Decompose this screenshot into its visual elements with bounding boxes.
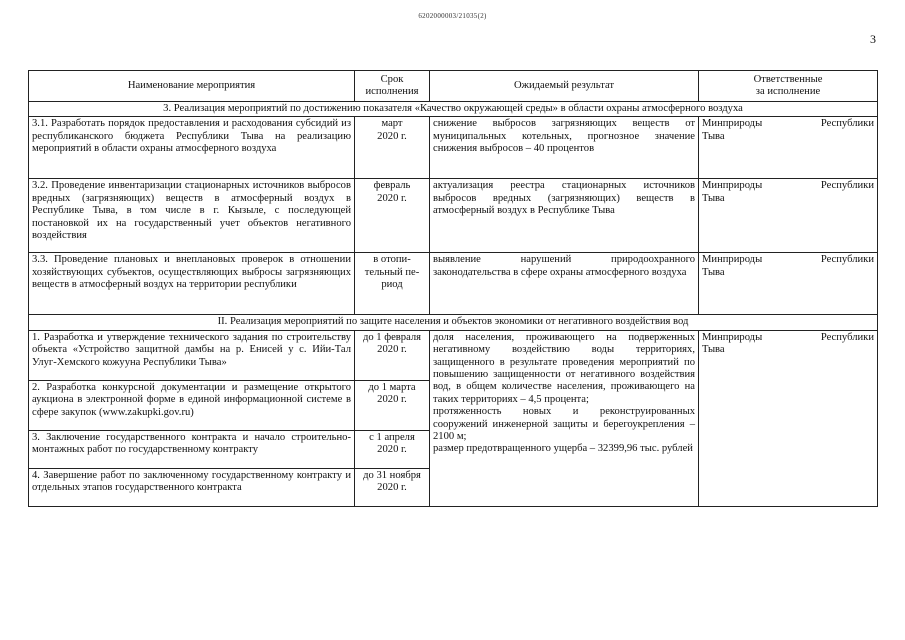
row-term — [355, 430, 430, 468]
row-term-line: до 31 ноября — [363, 469, 421, 481]
resp-tyva: Тыва — [702, 266, 725, 278]
row-term — [355, 330, 430, 380]
row-term-line: до 1 февраля — [362, 331, 422, 343]
section-row-3 — [29, 102, 878, 117]
row-term-line: март — [381, 118, 403, 130]
result-population-share: доля населения, проживающего на подверженных негативному воздействию воды территориях, защищенного в результате проведения мероприятий по повышению защищенности от негативного воздействия вод, в общем количестве населения, проживающего на таких территориях – 4,5 процента; — [433, 331, 695, 405]
row-name: 2. Разработка конкурсной документации и размещение открытого аукциона в электронной форме в единой информационной системе в сфере закупок (www.zakupki.gov.ru) — [29, 380, 355, 430]
row-result: актуализация реестра стационарных источников выбросов вредных (загрязняющих) веществ в атмосферный воздух в Республике Тыва — [430, 179, 699, 253]
plan-table — [28, 70, 878, 507]
table-header-row — [29, 71, 878, 102]
row-term-line: 2020 г. — [377, 482, 407, 494]
row-name: 1. Разработка и утверждение технического задания по строительству объекта «Устройство защитной дамбы на р. Енисей у с. Ийи-Тал Улуг-Хемского кожууна Республики Тыва» — [29, 330, 355, 380]
resp-ministry: Минприроды — [702, 180, 763, 192]
row-term-line: в отопи- — [373, 254, 411, 266]
row-term-line: февраль — [373, 180, 411, 192]
table-row — [29, 253, 878, 315]
section-title-2: II. Реализация мероприятий по защите населения и объектов экономики от негативного воздействия вод — [29, 315, 878, 330]
row-term-line: с 1 апреля — [369, 431, 415, 443]
section2-result — [430, 330, 699, 506]
resp-ministry: Минприроды — [702, 118, 763, 130]
page-number: 3 — [870, 32, 876, 46]
section-title-3: 3. Реализация мероприятий по достижению показателя «Качество окружающей среды» в области охраны атмосферного воздуха — [29, 102, 878, 117]
header-responsible — [699, 71, 878, 102]
row-term — [355, 253, 430, 315]
table-row — [29, 117, 878, 179]
row-term — [355, 179, 430, 253]
row-term-line: 2020 г. — [377, 344, 407, 356]
resp-tyva: Тыва — [702, 192, 725, 204]
document-code: 6202000003/21035(2) — [418, 12, 487, 20]
resp-tyva: Тыва — [702, 130, 725, 142]
header-result: Ожидаемый результат — [430, 71, 699, 102]
table-row — [29, 179, 878, 253]
row-term — [355, 468, 430, 506]
row-term-line: тельный пе- — [364, 266, 420, 278]
row-name: 3. Заключение государственного контракта и начало строительно-монтажных работ по государственному контракту — [29, 430, 355, 468]
row-result: выявление нарушений природоохранного законодательства в сфере охраны атмосферного воздуха — [430, 253, 699, 315]
table-row — [29, 330, 878, 380]
section-row-2 — [29, 315, 878, 330]
row-name: 3.3. Проведение плановых и внеплановых проверок в отношении хозяйствующих субъектов, осуществляющих выбросы загрязняющих веществ в атмосферный воздух на территории республики — [29, 253, 355, 315]
row-term-line: 2020 г. — [377, 394, 407, 406]
section2-responsible — [699, 330, 878, 506]
resp-ministry: Минприроды — [702, 331, 763, 343]
row-term-line: 2020 г. — [377, 130, 407, 142]
row-term — [355, 117, 430, 179]
row-responsible — [699, 179, 878, 253]
resp-tyva: Тыва — [702, 344, 725, 356]
resp-republic: Республики — [820, 254, 874, 266]
row-term-line: 2020 г. — [377, 192, 407, 204]
header-name: Наименование мероприятия — [29, 71, 355, 102]
resp-republic: Республики — [820, 180, 874, 192]
result-prevented-damage: размер предотвращенного ущерба – 32399,96 тыс. рублей — [433, 443, 693, 455]
row-responsible — [699, 253, 878, 315]
row-term — [355, 380, 430, 430]
resp-republic: Республики — [820, 331, 874, 343]
header-term-line1: Срок — [380, 73, 404, 85]
row-result: снижение выбросов загрязняющих веществ от муниципальных котельных, прогнозное значение снижения выбросов – 40 процентов — [430, 117, 699, 179]
row-term-line: риод — [381, 279, 403, 291]
header-term-line2: исполнения — [365, 86, 419, 97]
row-term-line: до 1 марта — [368, 381, 416, 393]
row-name: 3.1. Разработать порядок предоставления и расходования субсидий из республиканского бюджета Республики Тыва на реализацию мероприятий в области охраны атмосферного воздуха — [29, 117, 355, 179]
result-structures-length: протяженность новых и реконструированных сооружений инженерной защиты и берегоукрепления – 2100 м; — [433, 406, 695, 443]
row-name: 3.2. Проведение инвентаризации стационарных источников выбросов вредных (загрязняющих) веществ в атмосферный воздух в Республике Тыва, в том числе в г. Кызыле, с последующей постановкой их на государственный учет объектов негативного воздействия — [29, 179, 355, 253]
resp-ministry: Минприроды — [702, 254, 763, 266]
header-resp-line2: за исполнение — [755, 86, 821, 97]
row-responsible — [699, 117, 878, 179]
row-term-line: 2020 г. — [377, 444, 407, 456]
header-term — [355, 71, 430, 102]
row-name: 4. Завершение работ по заключенному государственному контракту и отдельных этапов государственного контракта — [29, 468, 355, 506]
resp-republic: Республики — [820, 118, 874, 130]
header-resp-line1: Ответственные — [753, 73, 823, 85]
